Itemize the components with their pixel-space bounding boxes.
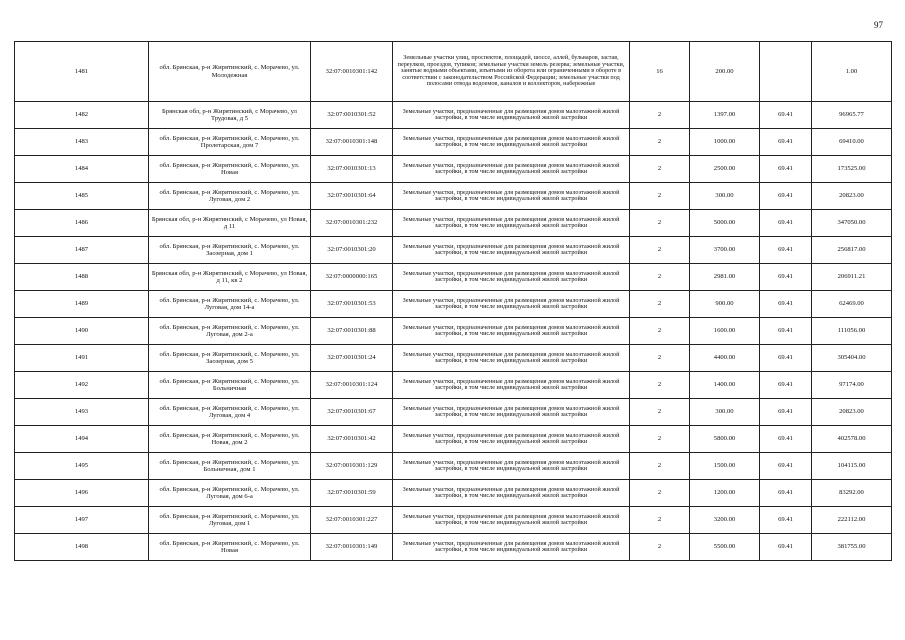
area-cell: 1500.00: [690, 453, 760, 480]
group-cell: 2: [630, 156, 690, 183]
cadastral-value-cell: 62469.00: [812, 291, 892, 318]
group-cell: 2: [630, 507, 690, 534]
group-cell: 2: [630, 480, 690, 507]
area-cell: 200.00: [690, 42, 760, 102]
rate-cell: 69.41: [760, 534, 812, 561]
area-cell: 900.00: [690, 291, 760, 318]
cadastral-value-cell: 1.00: [812, 42, 892, 102]
area-cell: 1600.00: [690, 318, 760, 345]
group-cell: 2: [630, 264, 690, 291]
group-cell: 2: [630, 426, 690, 453]
permitted-use-cell: Земельные участки, предназначенные для размещения домов малоэтажной жилой застройки, в том числе индивидуальной жилой застройки: [393, 156, 630, 183]
permitted-use-cell: Земельные участки, предназначенные для размещения домов малоэтажной жилой застройки, в том числе индивидуальной жилой застройки: [393, 453, 630, 480]
table-row: [15, 210, 892, 237]
row-number-cell: 1496: [15, 480, 149, 507]
row-number-cell: 1498: [15, 534, 149, 561]
cadastral-number-cell: 32:07:0010301:232: [311, 210, 393, 237]
address-cell: обл. Брянская, р-н Жирятинский, с. Морачево, ул. Луговая, дом 2-а: [149, 318, 311, 345]
row-number-cell: 1490: [15, 318, 149, 345]
permitted-use-cell: Земельные участки, предназначенные для размещения домов малоэтажной жилой застройки, в том числе индивидуальной жилой застройки: [393, 480, 630, 507]
table-row: [15, 102, 892, 129]
land-registry-table: [14, 41, 892, 561]
permitted-use-cell: Земельные участки, предназначенные для размещения домов малоэтажной жилой застройки, в том числе индивидуальной жилой застройки: [393, 210, 630, 237]
area-cell: 1200.00: [690, 480, 760, 507]
rate-cell: 69.41: [760, 129, 812, 156]
area-cell: 300.00: [690, 399, 760, 426]
group-cell: 2: [630, 102, 690, 129]
address-cell: Брянская обл, р-н Жирятинский, с Морачево, ул Трудовая, д 5: [149, 102, 311, 129]
table-row: [15, 42, 892, 102]
cadastral-value-cell: 173525.00: [812, 156, 892, 183]
rate-cell: 69.41: [760, 102, 812, 129]
rate-cell: 69.41: [760, 291, 812, 318]
row-number-cell: 1487: [15, 237, 149, 264]
cadastral-value-cell: 206911.21: [812, 264, 892, 291]
rate-cell: 69.41: [760, 318, 812, 345]
cadastral-number-cell: 32:07:0010301:42: [311, 426, 393, 453]
rate-cell: 69.41: [760, 237, 812, 264]
cadastral-number-cell: 32:07:0010301:64: [311, 183, 393, 210]
address-cell: обл. Брянская, р-н Жирятинский, с. Морачево, ул. Луговая, дом 14-а: [149, 291, 311, 318]
cadastral-value-cell: 104115.00: [812, 453, 892, 480]
cadastral-value-cell: 83292.00: [812, 480, 892, 507]
address-cell: обл. Брянская, р-н Жирятинский, с. Морачево, ул. Заозерная, дом 5: [149, 345, 311, 372]
group-cell: 2: [630, 129, 690, 156]
table-row: [15, 318, 892, 345]
permitted-use-cell: Земельные участки, предназначенные для размещения домов малоэтажной жилой застройки, в том числе индивидуальной жилой застройки: [393, 237, 630, 264]
permitted-use-cell: Земельные участки, предназначенные для размещения домов малоэтажной жилой застройки, в том числе индивидуальной жилой застройки: [393, 129, 630, 156]
table-row: [15, 129, 892, 156]
cadastral-value-cell: 20823.00: [812, 183, 892, 210]
area-cell: 4400.00: [690, 345, 760, 372]
row-number-cell: 1489: [15, 291, 149, 318]
address-cell: обл. Брянская, р-н Жирятинский, с. Морачево, ул. Новая: [149, 534, 311, 561]
cadastral-value-cell: 97174.00: [812, 372, 892, 399]
permitted-use-cell: Земельные участки, предназначенные для размещения домов малоэтажной жилой застройки, в том числе индивидуальной жилой застройки: [393, 534, 630, 561]
table-row: [15, 291, 892, 318]
area-cell: 5500.00: [690, 534, 760, 561]
table-row: [15, 372, 892, 399]
permitted-use-cell: Земельные участки улиц, проспектов, площадей, шоссе, аллей, бульваров, застав, переулков, проездов, тупиков; земельные участки земель резерва; земельные участки, занятые водными объектами, изъятыми из оборота или ограниченными в обороте в соответствии с законодательством Российской Федерации; земельные участки под полосами отвода водоемов, каналов и коллекторов, набережные: [393, 42, 630, 102]
cadastral-number-cell: 32:07:0010301:20: [311, 237, 393, 264]
address-cell: Брянская обл, р-н Жирятинский, с Морачево, ул Новая, д 11: [149, 210, 311, 237]
area-cell: 1000.00: [690, 129, 760, 156]
rate-cell: 69.41: [760, 372, 812, 399]
rate-cell: 69.41: [760, 480, 812, 507]
group-cell: 2: [630, 237, 690, 264]
permitted-use-cell: Земельные участки, предназначенные для размещения домов малоэтажной жилой застройки, в том числе индивидуальной жилой застройки: [393, 102, 630, 129]
row-number-cell: 1483: [15, 129, 149, 156]
table-row: [15, 264, 892, 291]
cadastral-number-cell: 32:07:0010301:53: [311, 291, 393, 318]
table-row: [15, 156, 892, 183]
table-row: [15, 399, 892, 426]
cadastral-number-cell: 32:07:0010301:142: [311, 42, 393, 102]
area-cell: 5800.00: [690, 426, 760, 453]
rate-cell: [760, 42, 812, 102]
cadastral-number-cell: 32:07:0010301:129: [311, 453, 393, 480]
cadastral-value-cell: 402578.00: [812, 426, 892, 453]
rate-cell: 69.41: [760, 264, 812, 291]
group-cell: 2: [630, 399, 690, 426]
group-cell: 2: [630, 183, 690, 210]
rate-cell: 69.41: [760, 210, 812, 237]
group-cell: 2: [630, 345, 690, 372]
address-cell: обл. Брянская, р-н Жирятинский, с. Морачево, ул. Молодежная: [149, 42, 311, 102]
address-cell: обл. Брянская, р-н Жирятинский, с. Морачево, ул. Новая, дом 2: [149, 426, 311, 453]
permitted-use-cell: Земельные участки, предназначенные для размещения домов малоэтажной жилой застройки, в том числе индивидуальной жилой застройки: [393, 399, 630, 426]
row-number-cell: 1491: [15, 345, 149, 372]
table-body: [15, 42, 892, 561]
cadastral-number-cell: 32:07:0010301:13: [311, 156, 393, 183]
group-cell: 16: [630, 42, 690, 102]
cadastral-number-cell: 32:07:0000000:165: [311, 264, 393, 291]
table-row: [15, 453, 892, 480]
table-row: [15, 426, 892, 453]
group-cell: 2: [630, 453, 690, 480]
table-row: [15, 480, 892, 507]
cadastral-value-cell: 96965.77: [812, 102, 892, 129]
address-cell: обл. Брянская, р-н Жирятинский, с. Морачево, ул. Пролетарская, дом 7: [149, 129, 311, 156]
rate-cell: 69.41: [760, 453, 812, 480]
row-number-cell: 1481: [15, 42, 149, 102]
area-cell: 2500.00: [690, 156, 760, 183]
address-cell: обл. Брянская, р-н Жирятинский, с. Морачево, ул. Больничная: [149, 372, 311, 399]
table-row: [15, 183, 892, 210]
address-cell: обл. Брянская, р-н Жирятинский, с. Морачево, ул. Новая: [149, 156, 311, 183]
group-cell: 2: [630, 210, 690, 237]
address-cell: обл. Брянская, р-н Жирятинский, с. Морачево, ул. Луговая, дом 1: [149, 507, 311, 534]
area-cell: 300.00: [690, 183, 760, 210]
cadastral-number-cell: 32:07:0010301:227: [311, 507, 393, 534]
row-number-cell: 1488: [15, 264, 149, 291]
table-row: [15, 237, 892, 264]
rate-cell: 69.41: [760, 183, 812, 210]
row-number-cell: 1486: [15, 210, 149, 237]
group-cell: 2: [630, 318, 690, 345]
table-row: [15, 345, 892, 372]
cadastral-number-cell: 32:07:0010301:124: [311, 372, 393, 399]
permitted-use-cell: Земельные участки, предназначенные для размещения домов малоэтажной жилой застройки, в том числе индивидуальной жилой застройки: [393, 291, 630, 318]
address-cell: обл. Брянская, р-н Жирятинский, с. Морачево, ул. Больничная, дом 1: [149, 453, 311, 480]
row-number-cell: 1497: [15, 507, 149, 534]
area-cell: 1397.00: [690, 102, 760, 129]
cadastral-value-cell: 111056.00: [812, 318, 892, 345]
row-number-cell: 1495: [15, 453, 149, 480]
row-number-cell: 1484: [15, 156, 149, 183]
table-row: [15, 534, 892, 561]
table-row: [15, 507, 892, 534]
row-number-cell: 1493: [15, 399, 149, 426]
cadastral-value-cell: 69410.00: [812, 129, 892, 156]
rate-cell: 69.41: [760, 156, 812, 183]
address-cell: обл. Брянская, р-н Жирятинский, с. Морачево, ул. Луговая, дом 2: [149, 183, 311, 210]
cadastral-value-cell: 222112.00: [812, 507, 892, 534]
address-cell: Брянская обл, р-н Жирятинский, с Морачево, ул Новая, д 11, кв 2: [149, 264, 311, 291]
rate-cell: 69.41: [760, 399, 812, 426]
cadastral-number-cell: 32:07:0010301:67: [311, 399, 393, 426]
permitted-use-cell: Земельные участки, предназначенные для размещения домов малоэтажной жилой застройки, в том числе индивидуальной жилой застройки: [393, 183, 630, 210]
address-cell: обл. Брянская, р-н Жирятинский, с. Морачево, ул. Заозерная, дом 1: [149, 237, 311, 264]
group-cell: 2: [630, 291, 690, 318]
address-cell: обл. Брянская, р-н Жирятинский, с. Морачево, ул. Луговая, дом 6-а: [149, 480, 311, 507]
group-cell: 2: [630, 372, 690, 399]
row-number-cell: 1482: [15, 102, 149, 129]
cadastral-value-cell: 20823.00: [812, 399, 892, 426]
permitted-use-cell: Земельные участки, предназначенные для размещения домов малоэтажной жилой застройки, в том числе индивидуальной жилой застройки: [393, 318, 630, 345]
area-cell: 1400.00: [690, 372, 760, 399]
cadastral-number-cell: 32:07:0010301:52: [311, 102, 393, 129]
cadastral-value-cell: 347050.00: [812, 210, 892, 237]
permitted-use-cell: Земельные участки, предназначенные для размещения домов малоэтажной жилой застройки, в том числе индивидуальной жилой застройки: [393, 507, 630, 534]
permitted-use-cell: Земельные участки, предназначенные для размещения домов малоэтажной жилой застройки, в том числе индивидуальной жилой застройки: [393, 372, 630, 399]
cadastral-value-cell: 305404.00: [812, 345, 892, 372]
page-number: 97: [874, 20, 883, 30]
cadastral-number-cell: 32:07:0010301:59: [311, 480, 393, 507]
area-cell: 2981.00: [690, 264, 760, 291]
address-cell: обл. Брянская, р-н Жирятинский, с. Морачево, ул. Луговая, дом 4: [149, 399, 311, 426]
group-cell: 2: [630, 534, 690, 561]
row-number-cell: 1494: [15, 426, 149, 453]
cadastral-number-cell: 32:07:0010301:148: [311, 129, 393, 156]
area-cell: 3200.00: [690, 507, 760, 534]
area-cell: 3700.00: [690, 237, 760, 264]
cadastral-value-cell: 256817.00: [812, 237, 892, 264]
row-number-cell: 1492: [15, 372, 149, 399]
cadastral-number-cell: 32:07:0010301:88: [311, 318, 393, 345]
rate-cell: 69.41: [760, 426, 812, 453]
rate-cell: 69.41: [760, 507, 812, 534]
cadastral-number-cell: 32:07:0010301:24: [311, 345, 393, 372]
permitted-use-cell: Земельные участки, предназначенные для размещения домов малоэтажной жилой застройки, в том числе индивидуальной жилой застройки: [393, 345, 630, 372]
permitted-use-cell: Земельные участки, предназначенные для размещения домов малоэтажной жилой застройки, в том числе индивидуальной жилой застройки: [393, 426, 630, 453]
rate-cell: 69.41: [760, 345, 812, 372]
cadastral-number-cell: 32:07:0010301:149: [311, 534, 393, 561]
cadastral-value-cell: 381755.00: [812, 534, 892, 561]
permitted-use-cell: Земельные участки, предназначенные для размещения домов малоэтажной жилой застройки, в том числе индивидуальной жилой застройки: [393, 264, 630, 291]
area-cell: 5000.00: [690, 210, 760, 237]
row-number-cell: 1485: [15, 183, 149, 210]
